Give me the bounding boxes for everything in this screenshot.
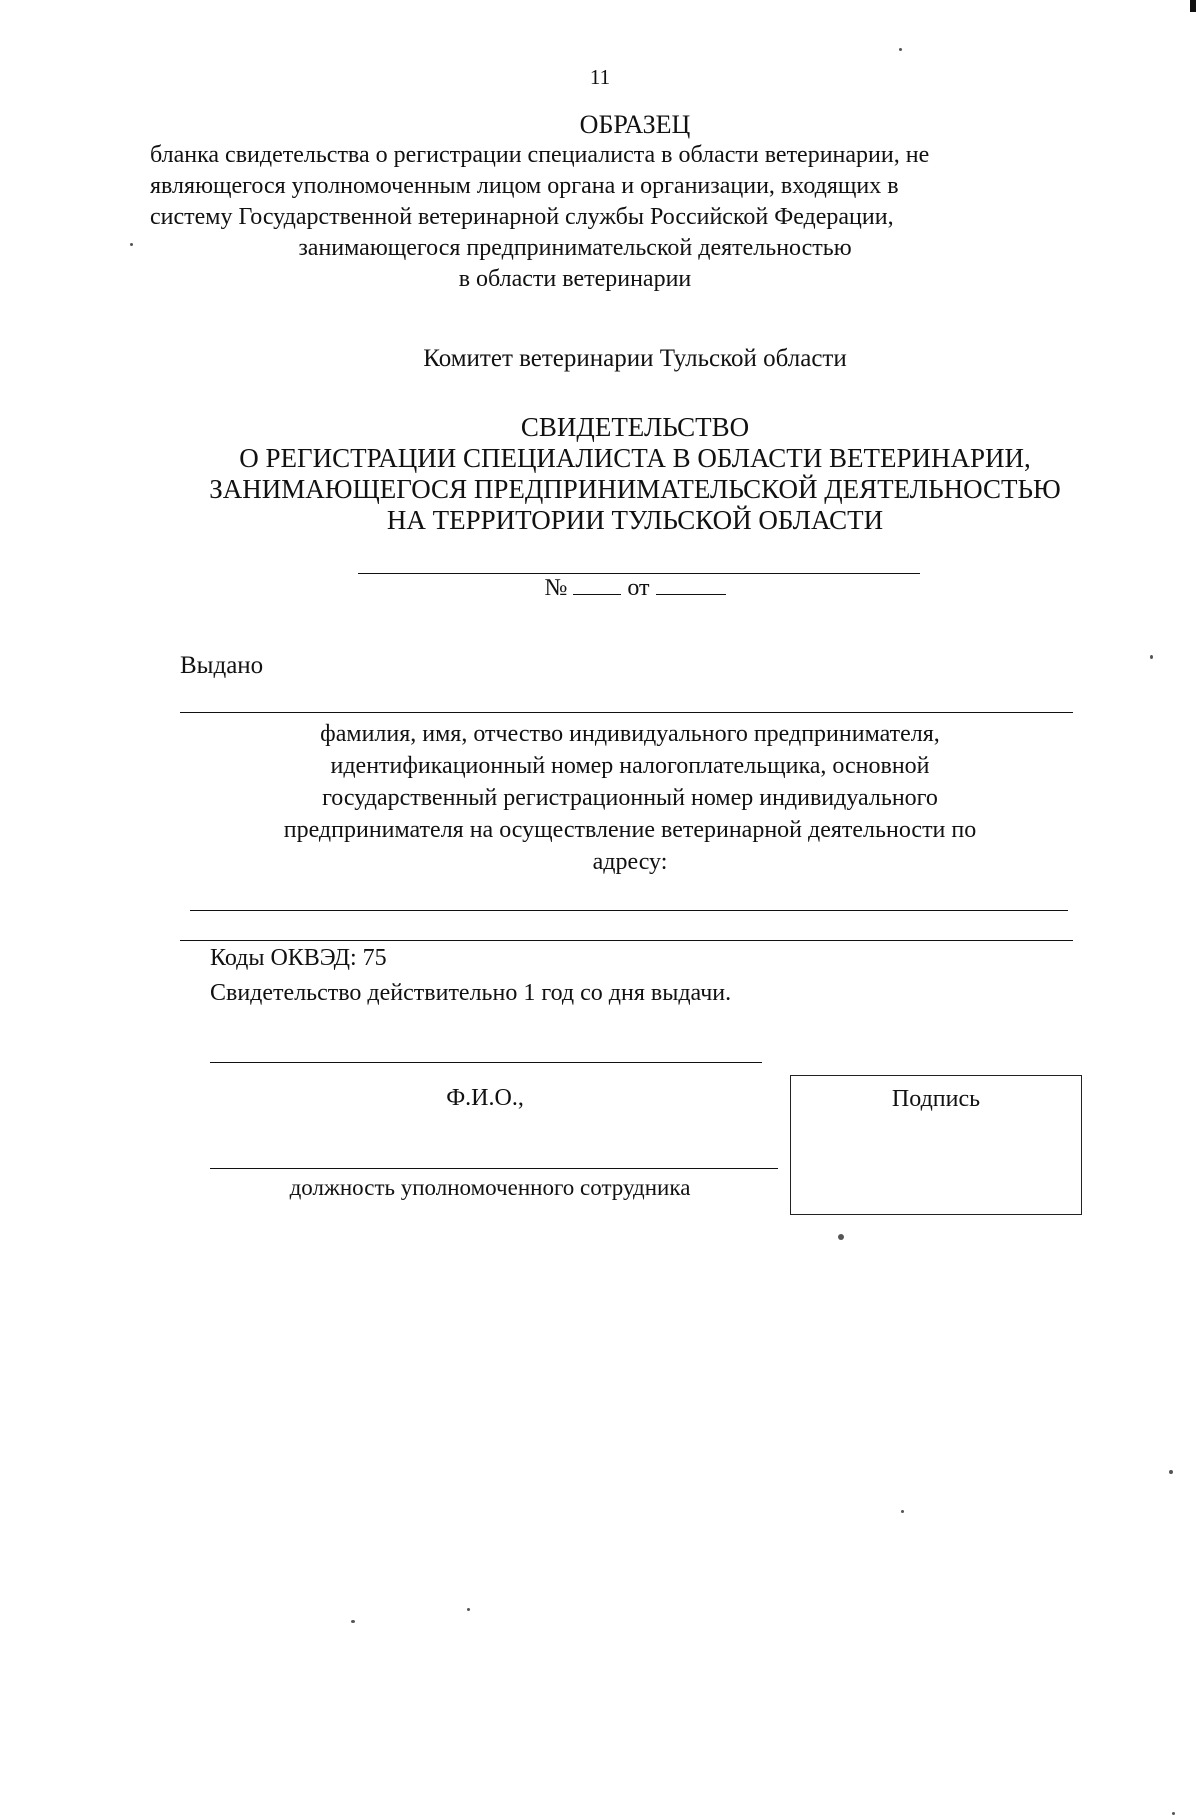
subtitle-line: систему Государственной ветеринарной службы Российской Федерации,	[150, 204, 894, 230]
subtitle-line: занимающегося предпринимательской деятельностью	[298, 235, 852, 261]
sample-title: ОБРАЗЕЦ	[579, 110, 691, 139]
scan-speck	[1150, 655, 1153, 659]
signatory-name-rule	[210, 1062, 762, 1063]
scan-corner-mark	[1190, 0, 1196, 12]
signature-box	[790, 1075, 1082, 1215]
issued-description-line: фамилия, имя, отчество индивидуального предпринимателя,	[320, 721, 940, 747]
committee-name: Комитет ветеринарии Тульской области	[423, 345, 847, 372]
from-label: от	[627, 575, 650, 601]
certificate-title-line: СВИДЕТЕЛЬСТВО	[520, 412, 750, 442]
scan-speck	[899, 48, 902, 51]
fio-label: Ф.И.О.,	[446, 1085, 524, 1111]
address-rule-2	[180, 940, 1073, 941]
position-label: должность уполномоченного сотрудника	[289, 1175, 691, 1200]
scan-speck	[351, 1620, 355, 1623]
signature-label: Подпись	[891, 1086, 981, 1112]
subtitle-line: бланка свидетельства о регистрации специалиста в области ветеринарии, не	[150, 142, 930, 168]
sample-subtitle	[150, 140, 1150, 295]
certificate-title-line: НА ТЕРРИТОРИИ ТУЛЬСКОЙ ОБЛАСТИ	[386, 505, 884, 535]
certificate-title-line: ЗАНИМАЮЩЕГОСЯ ПРЕДПРИНИМАТЕЛЬСКОЙ ДЕЯТЕЛЬНОСТЬЮ	[209, 474, 1061, 504]
validity-statement: Свидетельство действительно 1 год со дня выдачи.	[210, 980, 732, 1006]
issued-to-rule	[180, 712, 1073, 713]
issued-label: Выдано	[180, 652, 264, 679]
scan-speck	[838, 1234, 844, 1240]
issued-description	[180, 718, 1080, 878]
certificate-title-line: О РЕГИСТРАЦИИ СПЕЦИАЛИСТА В ОБЛАСТИ ВЕТЕРИНАРИИ,	[239, 443, 1031, 473]
address-rule-1	[190, 910, 1068, 911]
issued-description-line: предпринимателя на осуществление ветеринарной деятельности по	[283, 817, 977, 843]
date-blank	[656, 574, 726, 595]
scan-speck	[1169, 1470, 1173, 1474]
subtitle-line: являющегося уполномоченным лицом органа и организации, входящих в	[150, 173, 899, 199]
issued-description-line: адресу:	[592, 849, 668, 875]
signatory-position-rule	[210, 1168, 778, 1169]
scan-speck	[467, 1608, 470, 1611]
page-number: 11	[589, 65, 611, 89]
subtitle-line: в области ветеринарии	[458, 266, 692, 292]
issued-description-line: идентификационный номер налогоплательщика, основной	[330, 753, 930, 779]
certificate-number-line	[0, 574, 1200, 602]
number-label: №	[544, 575, 568, 601]
scan-speck	[130, 243, 133, 246]
issued-description-line: государственный регистрационный номер индивидуального	[322, 785, 938, 811]
number-blank	[573, 574, 621, 595]
scan-speck	[901, 1510, 904, 1513]
okved-codes: Коды ОКВЭД: 75	[210, 945, 387, 971]
certificate-title	[150, 412, 1120, 536]
